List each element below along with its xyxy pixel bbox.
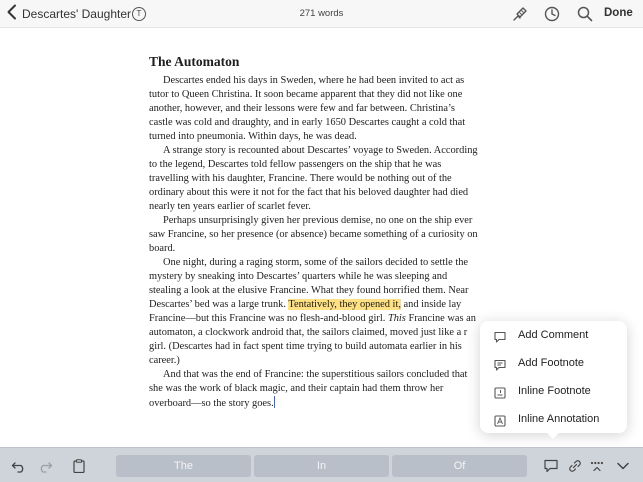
paragraph-2: A strange story is recounted about Descartes’ voyage to Sweden. According to the legend, Descartes told fellow passengers on the ship that he was travelling with his daughter, Francine. There would be nothing out of the ordinary about this were it not for the fact that his beloved daughter had died nearly ten years earlier of scarlet fever. — [149, 145, 478, 212]
paragraph-1: Descartes ended his days in Sweden, where he had been invited to act as tutor to Queen Christina. It soon became apparent that they did not like one another, however, and their lessons were few and far between. Christina’s castle was cold and draughty, and in early 1650 Descartes caught a cold that turned into pneumonia. Within days, he was dead. — [149, 75, 466, 142]
link-icon[interactable] — [567, 459, 583, 473]
highlighted-text[interactable]: Tentatively, they opened it, — [288, 299, 401, 310]
document-body[interactable] — [149, 54, 493, 411]
menu-item-label: Add Footnote — [518, 357, 585, 369]
suggestion-2[interactable]: In — [254, 455, 389, 477]
inline-footnote-icon — [494, 386, 506, 398]
document-heading: The Automaton — [149, 54, 240, 69]
text-cursor — [274, 396, 275, 408]
comment-icon — [494, 330, 506, 342]
text-run: Francine was an automaton, a clockwork android that, the sailors claimed, moved just like a r girl. (Descartes had in fact spent time trying to build automata earlier in his career.) — [149, 313, 476, 366]
comment-icon[interactable] — [543, 459, 559, 473]
menu-item-label: Inline Annotation — [518, 413, 600, 425]
search-icon[interactable] — [576, 5, 594, 23]
paragraph-5 — [149, 368, 493, 411]
redo-icon[interactable] — [37, 459, 53, 473]
add-footnote-menu-item[interactable] — [480, 350, 627, 378]
text-run: One night, during a raging storm, some of the sailors decided to settle the mystery by sneaking into Descartes’ quarters while he was sleeping and stealing a look at the elusive Francine. What they found horrified them. Near Descartes’ bed was a large trunk. — [149, 257, 469, 310]
more-icon[interactable] — [589, 459, 605, 473]
history-icon[interactable] — [543, 5, 561, 23]
suggestion-3[interactable]: Of — [392, 455, 527, 477]
text-run: and inside lay Francine—but this Francine was no flesh-and-blood girl. — [149, 299, 462, 324]
inline-footnote-menu-item[interactable] — [480, 378, 627, 406]
suggestion-1[interactable]: The — [116, 455, 251, 477]
clipboard-icon[interactable] — [71, 459, 87, 473]
top-toolbar — [0, 0, 643, 28]
menu-item-label: Inline Footnote — [518, 385, 591, 397]
footnote-icon — [494, 358, 506, 370]
keyboard-accessory-bar — [0, 447, 643, 482]
menu-item-label: Add Comment — [518, 329, 589, 341]
collapse-keyboard-icon[interactable] — [615, 459, 631, 473]
word-count: 271 words — [299, 8, 344, 19]
paragraph-4 — [149, 256, 493, 368]
typography-icon[interactable]: T — [132, 7, 146, 21]
undo-icon[interactable] — [11, 459, 27, 473]
text-run: And that was the end of Francine: the superstitious sailors concluded that she was the work of black magic, and their captain had them throw her overboard—so the story goes. — [149, 369, 468, 409]
annotation-popup-menu — [480, 321, 627, 433]
annotation-icon — [494, 414, 506, 426]
popup-pointer — [546, 432, 560, 439]
add-comment-menu-item[interactable] — [480, 322, 627, 350]
document-title-label: Descartes' Daughter — [22, 7, 132, 21]
brush-icon[interactable] — [511, 5, 529, 23]
done-button[interactable]: Done — [604, 7, 633, 19]
back-button[interactable] — [6, 5, 131, 23]
chevron-left-icon — [6, 4, 17, 25]
italic-text: This — [387, 313, 406, 324]
inline-annotation-menu-item[interactable] — [480, 406, 627, 434]
paragraph-3: Perhaps unsurprisingly given her previous demise, no one on the ship ever saw Francine, so her presence (or absence) became something of a curiosity on board. — [149, 215, 478, 254]
